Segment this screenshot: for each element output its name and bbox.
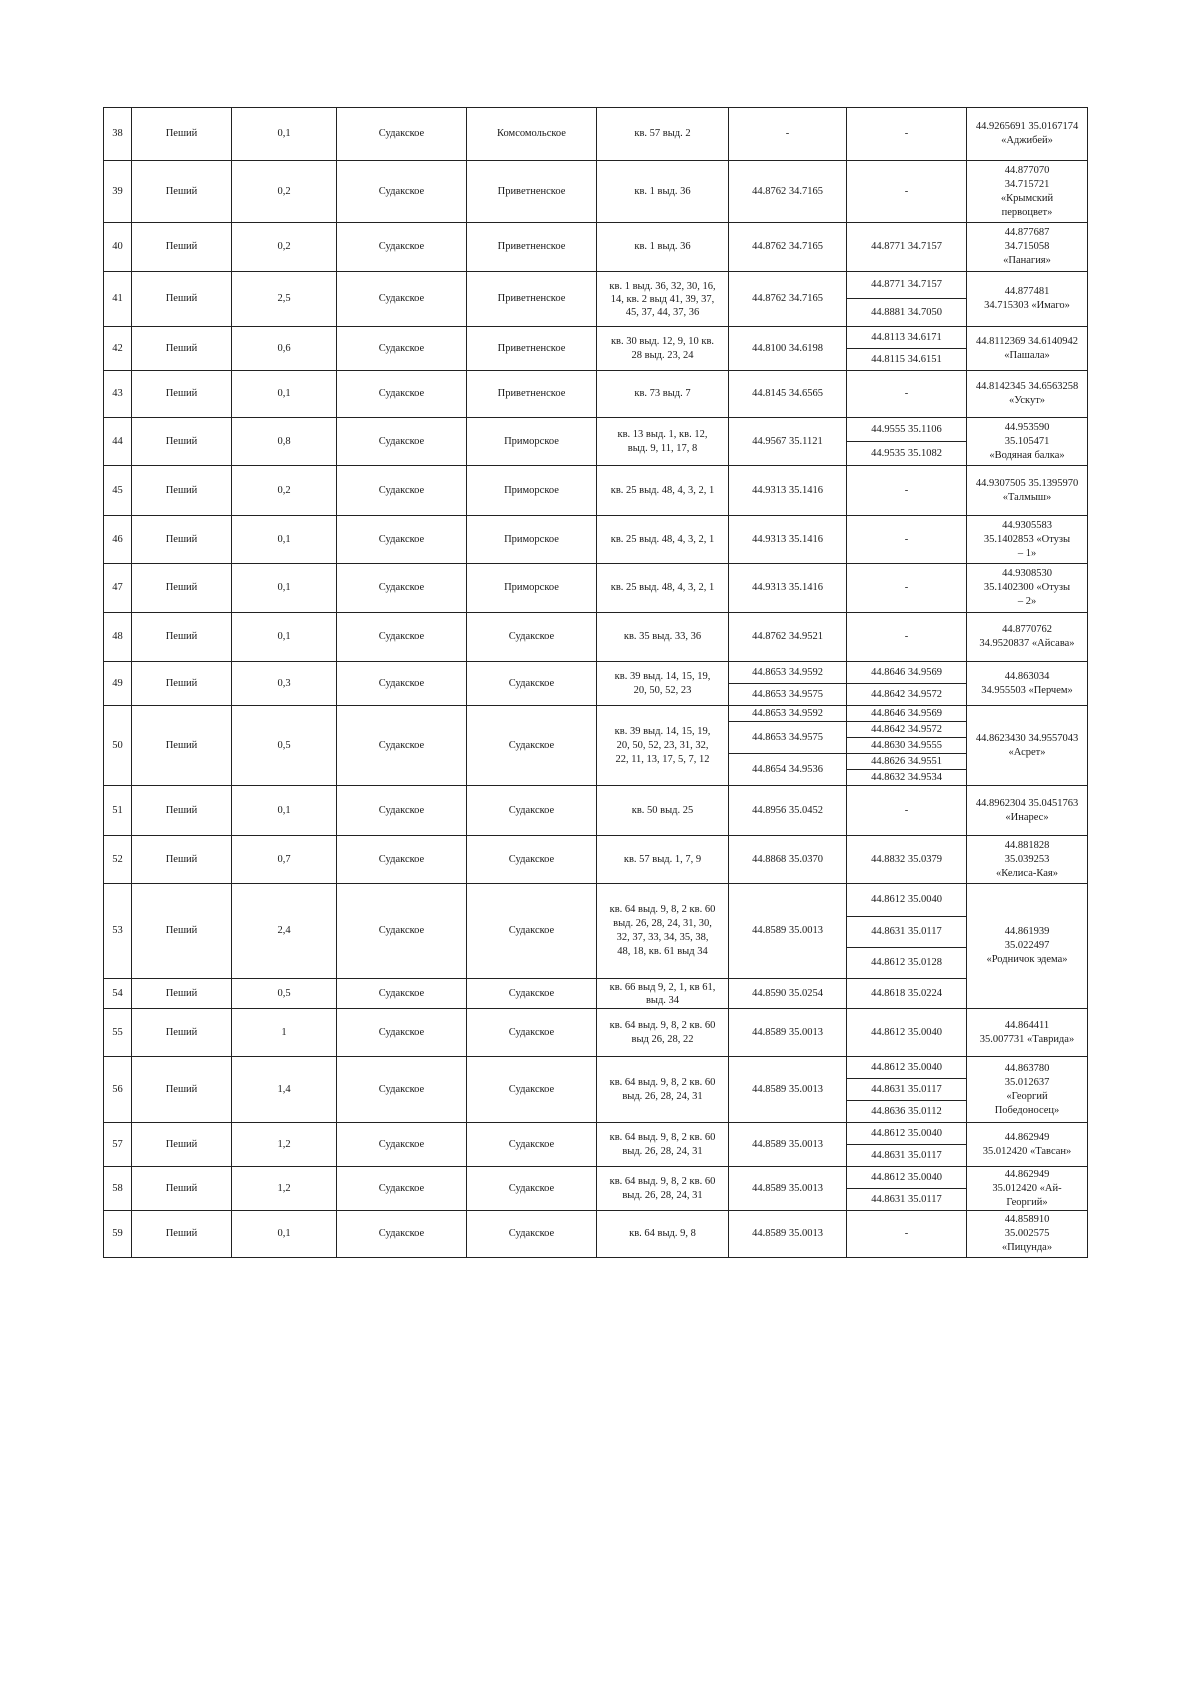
end-coords: 44.8631 35.0117: [847, 917, 967, 948]
start-coords: 44.8589 35.0013: [729, 1167, 847, 1211]
end-coords: -: [847, 516, 967, 564]
start-coords: 44.8868 35.0370: [729, 836, 847, 884]
route-type: Пеший: [132, 884, 232, 979]
start-coords: 44.8589 35.0013: [729, 1211, 847, 1258]
settlement: Судакское: [467, 836, 597, 884]
end-coords: 44.8612 35.0040: [847, 1057, 967, 1079]
quarter-parcel: кв. 57 выд. 1, 7, 9: [597, 836, 729, 884]
table-row: [104, 466, 1088, 516]
quarter-parcel: кв. 1 выд. 36: [597, 161, 729, 223]
table-row: [104, 371, 1088, 418]
object-coords: 44.8142345 34.6563258 «Ускут»: [967, 371, 1088, 418]
route-type: Пеший: [132, 1057, 232, 1123]
end-coords: 44.8646 34.9569: [847, 706, 967, 722]
end-coords: 44.8618 35.0224: [847, 979, 967, 1009]
settlement: Судакское: [467, 1167, 597, 1211]
table-row: [104, 1123, 1088, 1145]
end-coords: 44.8646 34.9569: [847, 662, 967, 684]
table-row: [104, 327, 1088, 349]
route-length: 0,1: [232, 613, 337, 662]
route-type: Пеший: [132, 1009, 232, 1057]
row-number: 39: [104, 161, 132, 223]
row-number: 40: [104, 223, 132, 272]
end-coords: 44.8631 35.0117: [847, 1145, 967, 1167]
route-type: Пеший: [132, 564, 232, 613]
settlement: Судакское: [467, 1057, 597, 1123]
end-coords: 44.8612 35.0040: [847, 1123, 967, 1145]
start-coords: 44.9313 35.1416: [729, 466, 847, 516]
object-coords: 44.862949 35.012420 «Тавсан»: [967, 1123, 1088, 1167]
end-coords: 44.8626 34.9551: [847, 754, 967, 770]
object-coords: 44.863034 34.955503 «Перчем»: [967, 662, 1088, 706]
start-coords: 44.9313 35.1416: [729, 564, 847, 613]
route-length: 0,1: [232, 516, 337, 564]
table-row: [104, 161, 1088, 223]
row-number: 45: [104, 466, 132, 516]
route-type: Пеший: [132, 1211, 232, 1258]
end-coords: -: [847, 786, 967, 836]
district: Судакское: [337, 516, 467, 564]
start-coords: -: [729, 108, 847, 161]
table-row: [104, 884, 1088, 917]
district: Судакское: [337, 1057, 467, 1123]
object-coords: 44.9265691 35.0167174 «Аджибей»: [967, 108, 1088, 161]
settlement: Судакское: [467, 613, 597, 662]
settlement: Приветненское: [467, 161, 597, 223]
end-coords: 44.8642 34.9572: [847, 684, 967, 706]
start-coords: 44.8589 35.0013: [729, 884, 847, 979]
start-coords: 44.8654 34.9536: [729, 754, 847, 786]
end-coords: -: [847, 108, 967, 161]
table-row: [104, 1167, 1088, 1189]
district: Судакское: [337, 1211, 467, 1258]
route-type: Пеший: [132, 979, 232, 1009]
route-length: 0,1: [232, 564, 337, 613]
end-coords: -: [847, 466, 967, 516]
quarter-parcel: кв. 57 выд. 2: [597, 108, 729, 161]
route-length: 0,2: [232, 466, 337, 516]
settlement: Судакское: [467, 662, 597, 706]
end-coords: 44.8630 34.9555: [847, 738, 967, 754]
district: Судакское: [337, 1009, 467, 1057]
start-coords: 44.8762 34.7165: [729, 161, 847, 223]
district: Судакское: [337, 327, 467, 371]
start-coords: 44.8762 34.7165: [729, 272, 847, 327]
table-row: [104, 1211, 1088, 1258]
end-coords: 44.8115 34.6151: [847, 349, 967, 371]
table-row: [104, 706, 1088, 722]
row-number: 48: [104, 613, 132, 662]
quarter-parcel: кв. 39 выд. 14, 15, 19, 20, 50, 52, 23, 31, 32, 22, 11, 13, 17, 5, 7, 12: [597, 706, 729, 786]
route-length: 0,3: [232, 662, 337, 706]
quarter-parcel: кв. 64 выд. 9, 8: [597, 1211, 729, 1258]
start-coords: 44.8589 35.0013: [729, 1123, 847, 1167]
settlement: Судакское: [467, 884, 597, 979]
district: Судакское: [337, 108, 467, 161]
quarter-parcel: кв. 50 выд. 25: [597, 786, 729, 836]
district: Судакское: [337, 662, 467, 706]
quarter-parcel: кв. 73 выд. 7: [597, 371, 729, 418]
route-type: Пеший: [132, 786, 232, 836]
table-row: [104, 418, 1088, 442]
quarter-parcel: кв. 30 выд. 12, 9, 10 кв. 28 выд. 23, 24: [597, 327, 729, 371]
start-coords: 44.9567 35.1121: [729, 418, 847, 466]
district: Судакское: [337, 564, 467, 613]
route-length: 2,4: [232, 884, 337, 979]
start-coords: 44.8653 34.9575: [729, 684, 847, 706]
route-length: 0,7: [232, 836, 337, 884]
end-coords: 44.8113 34.6171: [847, 327, 967, 349]
quarter-parcel: кв. 64 выд. 9, 8, 2 кв. 60 выд. 26, 28, 24, 31, 30, 32, 37, 33, 34, 35, 38, 48, 18, кв. 61 выд 34: [597, 884, 729, 979]
row-number: 56: [104, 1057, 132, 1123]
end-coords: 44.8642 34.9572: [847, 722, 967, 738]
district: Судакское: [337, 1123, 467, 1167]
district: Судакское: [337, 272, 467, 327]
start-coords: 44.8762 34.7165: [729, 223, 847, 272]
settlement: Приморское: [467, 418, 597, 466]
row-number: 50: [104, 706, 132, 786]
district: Судакское: [337, 786, 467, 836]
route-length: 0,8: [232, 418, 337, 466]
end-coords: -: [847, 564, 967, 613]
table-row: [104, 836, 1088, 884]
district: Судакское: [337, 371, 467, 418]
table-row: [104, 786, 1088, 836]
district: Судакское: [337, 223, 467, 272]
object-coords: 44.8112369 34.6140942 «Пашала»: [967, 327, 1088, 371]
end-coords: 44.8612 35.0040: [847, 884, 967, 917]
route-length: 0,5: [232, 706, 337, 786]
object-coords: 44.8962304 35.0451763 «Инарес»: [967, 786, 1088, 836]
district: Судакское: [337, 613, 467, 662]
row-number: 47: [104, 564, 132, 613]
route-type: Пеший: [132, 516, 232, 564]
end-coords: -: [847, 613, 967, 662]
object-coords: 44.8770762 34.9520837 «Айсава»: [967, 613, 1088, 662]
object-coords: 44.9305583 35.1402853 «Отузы – 1»: [967, 516, 1088, 564]
row-number: 52: [104, 836, 132, 884]
route-length: 1,2: [232, 1123, 337, 1167]
route-length: 0,1: [232, 1211, 337, 1258]
table-row: [104, 1057, 1088, 1079]
row-number: 46: [104, 516, 132, 564]
end-coords: -: [847, 161, 967, 223]
settlement: Приветненское: [467, 272, 597, 327]
district: Судакское: [337, 1167, 467, 1211]
end-coords: 44.9535 35.1082: [847, 442, 967, 466]
object-coords: 44.877070 34.715721 «Крымский первоцвет»: [967, 161, 1088, 223]
table-row: [104, 613, 1088, 662]
object-coords: 44.861939 35.022497 «Родничок эдема»: [967, 884, 1088, 1009]
start-coords: 44.8956 35.0452: [729, 786, 847, 836]
row-number: 54: [104, 979, 132, 1009]
settlement: Судакское: [467, 1009, 597, 1057]
start-coords: 44.8145 34.6565: [729, 371, 847, 418]
route-length: 0,5: [232, 979, 337, 1009]
district: Судакское: [337, 979, 467, 1009]
object-coords: 44.877481 34.715303 «Имаго»: [967, 272, 1088, 327]
table-row: [104, 979, 1088, 1009]
district: Судакское: [337, 418, 467, 466]
route-type: Пеший: [132, 706, 232, 786]
object-coords: 44.864411 35.007731 «Таврида»: [967, 1009, 1088, 1057]
route-type: Пеший: [132, 223, 232, 272]
quarter-parcel: кв. 25 выд. 48, 4, 3, 2, 1: [597, 466, 729, 516]
route-type: Пеший: [132, 662, 232, 706]
row-number: 43: [104, 371, 132, 418]
district: Судакское: [337, 836, 467, 884]
route-length: 0,1: [232, 108, 337, 161]
quarter-parcel: кв. 66 выд 9, 2, 1, кв 61, выд. 34: [597, 979, 729, 1009]
route-type: Пеший: [132, 161, 232, 223]
district: Судакское: [337, 466, 467, 516]
end-coords: 44.8771 34.7157: [847, 223, 967, 272]
district: Судакское: [337, 161, 467, 223]
start-coords: 44.9313 35.1416: [729, 516, 847, 564]
settlement: Приморское: [467, 466, 597, 516]
route-length: 1,2: [232, 1167, 337, 1211]
table-row: [104, 516, 1088, 564]
object-coords: 44.862949 35.012420 «Ай- Георгий»: [967, 1167, 1088, 1211]
settlement: Приморское: [467, 516, 597, 564]
route-type: Пеший: [132, 371, 232, 418]
quarter-parcel: кв. 13 выд. 1, кв. 12, выд. 9, 11, 17, 8: [597, 418, 729, 466]
settlement: Судакское: [467, 1211, 597, 1258]
district: Судакское: [337, 884, 467, 979]
settlement: Комсомольское: [467, 108, 597, 161]
row-number: 57: [104, 1123, 132, 1167]
route-type: Пеший: [132, 836, 232, 884]
row-number: 49: [104, 662, 132, 706]
table-row: [104, 564, 1088, 613]
route-length: 2,5: [232, 272, 337, 327]
quarter-parcel: кв. 1 выд. 36: [597, 223, 729, 272]
route-type: Пеший: [132, 418, 232, 466]
quarter-parcel: кв. 25 выд. 48, 4, 3, 2, 1: [597, 516, 729, 564]
settlement: Приветненское: [467, 371, 597, 418]
start-coords: 44.8589 35.0013: [729, 1057, 847, 1123]
quarter-parcel: кв. 1 выд. 36, 32, 30, 16, 14, кв. 2 выд 41, 39, 37, 45, 37, 44, 37, 36: [597, 272, 729, 327]
route-type: Пеший: [132, 466, 232, 516]
route-length: 1: [232, 1009, 337, 1057]
end-coords: -: [847, 1211, 967, 1258]
route-type: Пеший: [132, 613, 232, 662]
quarter-parcel: кв. 64 выд. 9, 8, 2 кв. 60 выд. 26, 28, 24, 31: [597, 1167, 729, 1211]
table-row: [104, 108, 1088, 161]
end-coords: 44.8631 35.0117: [847, 1189, 967, 1211]
quarter-parcel: кв. 25 выд. 48, 4, 3, 2, 1: [597, 564, 729, 613]
row-number: 55: [104, 1009, 132, 1057]
table-row: [104, 1009, 1088, 1057]
table-row: [104, 662, 1088, 684]
object-coords: 44.863780 35.012637 «Георгий Победоносец»: [967, 1057, 1088, 1123]
route-length: 0,2: [232, 223, 337, 272]
settlement: Судакское: [467, 1123, 597, 1167]
route-type: Пеший: [132, 1167, 232, 1211]
row-number: 41: [104, 272, 132, 327]
start-coords: 44.8653 34.9592: [729, 706, 847, 722]
object-coords: 44.9307505 35.1395970 «Талмыш»: [967, 466, 1088, 516]
route-type: Пеший: [132, 327, 232, 371]
settlement: Приветненское: [467, 327, 597, 371]
settlement: Судакское: [467, 979, 597, 1009]
object-coords: 44.8623430 34.9557043 «Асрет»: [967, 706, 1088, 786]
row-number: 44: [104, 418, 132, 466]
start-coords: 44.8590 35.0254: [729, 979, 847, 1009]
object-coords: 44.881828 35.039253 «Келиса-Кая»: [967, 836, 1088, 884]
table-row: [104, 272, 1088, 299]
end-coords: 44.8832 35.0379: [847, 836, 967, 884]
start-coords: 44.8100 34.6198: [729, 327, 847, 371]
settlement: Судакское: [467, 706, 597, 786]
end-coords: 44.8612 35.0040: [847, 1009, 967, 1057]
quarter-parcel: кв. 64 выд. 9, 8, 2 кв. 60 выд. 26, 28, 24, 31: [597, 1057, 729, 1123]
start-coords: 44.8762 34.9521: [729, 613, 847, 662]
end-coords: 44.8632 34.9534: [847, 770, 967, 786]
end-coords: -: [847, 371, 967, 418]
row-number: 51: [104, 786, 132, 836]
quarter-parcel: кв. 64 выд. 9, 8, 2 кв. 60 выд 26, 28, 22: [597, 1009, 729, 1057]
settlement: Судакское: [467, 786, 597, 836]
settlement: Приморское: [467, 564, 597, 613]
route-type: Пеший: [132, 272, 232, 327]
object-coords: 44.953590 35.105471 «Водяная балка»: [967, 418, 1088, 466]
row-number: 38: [104, 108, 132, 161]
district: Судакское: [337, 706, 467, 786]
route-type: Пеший: [132, 1123, 232, 1167]
quarter-parcel: кв. 64 выд. 9, 8, 2 кв. 60 выд. 26, 28, 24, 31: [597, 1123, 729, 1167]
row-number: 53: [104, 884, 132, 979]
route-length: 0,6: [232, 327, 337, 371]
end-coords: 44.8612 35.0040: [847, 1167, 967, 1189]
route-length: 1,4: [232, 1057, 337, 1123]
quarter-parcel: кв. 39 выд. 14, 15, 19, 20, 50, 52, 23: [597, 662, 729, 706]
route-type: Пеший: [132, 108, 232, 161]
end-coords: 44.8636 35.0112: [847, 1101, 967, 1123]
route-length: 0,1: [232, 371, 337, 418]
end-coords: 44.8771 34.7157: [847, 272, 967, 299]
table-row: [104, 223, 1088, 272]
object-coords: 44.877687 34.715058 «Панагия»: [967, 223, 1088, 272]
route-length: 0,2: [232, 161, 337, 223]
object-coords: 44.858910 35.002575 «Пицунда»: [967, 1211, 1088, 1258]
row-number: 58: [104, 1167, 132, 1211]
start-coords: 44.8653 34.9575: [729, 722, 847, 754]
start-coords: 44.8653 34.9592: [729, 662, 847, 684]
settlement: Приветненское: [467, 223, 597, 272]
routes-table: [103, 107, 1088, 1258]
end-coords: 44.8881 34.7050: [847, 299, 967, 327]
end-coords: 44.8631 35.0117: [847, 1079, 967, 1101]
row-number: 42: [104, 327, 132, 371]
row-number: 59: [104, 1211, 132, 1258]
start-coords: 44.8589 35.0013: [729, 1009, 847, 1057]
quarter-parcel: кв. 35 выд. 33, 36: [597, 613, 729, 662]
route-length: 0,1: [232, 786, 337, 836]
end-coords: 44.8612 35.0128: [847, 948, 967, 979]
end-coords: 44.9555 35.1106: [847, 418, 967, 442]
object-coords: 44.9308530 35.1402300 «Отузы – 2»: [967, 564, 1088, 613]
